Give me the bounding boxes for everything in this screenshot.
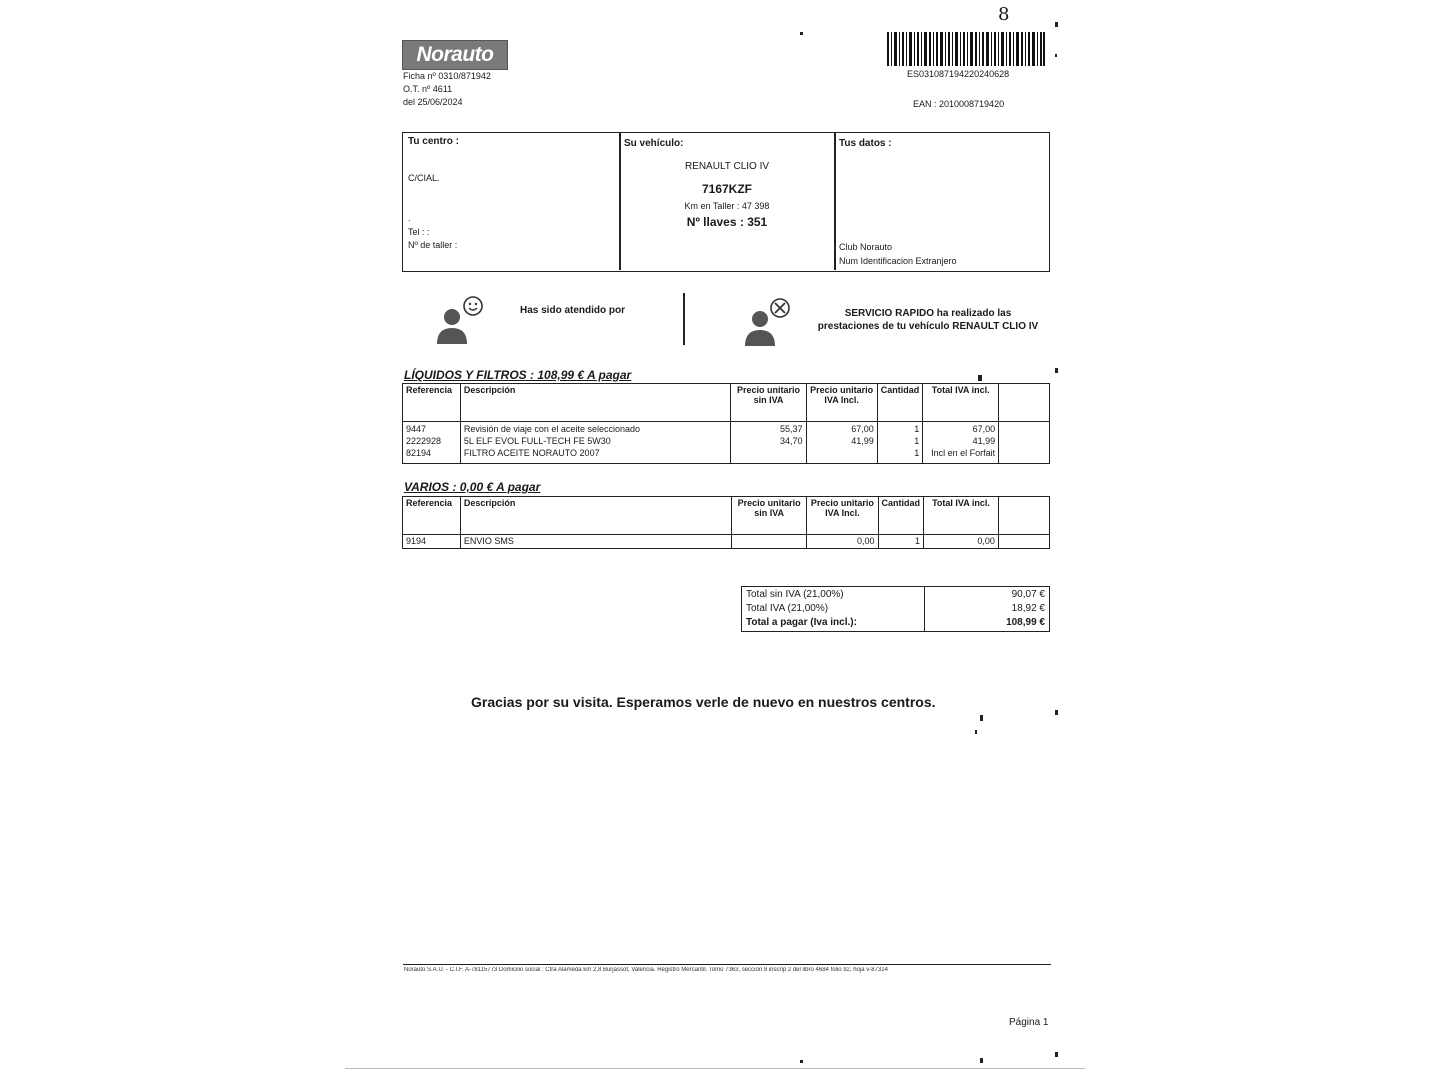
row-total: 41,99 xyxy=(972,436,996,446)
col-qty: Cantidad xyxy=(877,384,923,422)
total-pagar-label: Total a pagar (Iva incl.): xyxy=(746,617,857,628)
row-desc: Revisión de viaje con el aceite seleccionado xyxy=(463,424,640,434)
row-qty: 1 xyxy=(914,424,920,434)
table-row xyxy=(403,422,1050,464)
mechanic-tools-icon xyxy=(742,296,794,348)
total-iva-label: Total IVA (21,00%) xyxy=(746,603,829,614)
liquidos-table xyxy=(402,383,1050,464)
totals-table xyxy=(741,586,1050,632)
row-unit-iva: 67,00 xyxy=(851,424,874,434)
attended-by-text: Has sido atendido por xyxy=(520,305,626,316)
centro-tel: Tel : : xyxy=(408,227,430,237)
table-row xyxy=(403,535,1050,549)
row-desc: ENVIO SMS xyxy=(460,535,731,549)
row-total: 0,00 xyxy=(924,535,999,549)
ficha-date: del 25/06/2024 xyxy=(403,97,463,107)
row-qty: 1 xyxy=(878,535,924,549)
handwritten-mark: 8 xyxy=(998,4,1010,25)
row-unit-sin xyxy=(732,535,807,549)
col-qty: Cantidad xyxy=(878,497,924,535)
centro-label: Tu centro : xyxy=(408,136,459,147)
col-unit-sin-iva: Precio unitario sin IVA xyxy=(732,497,807,535)
thanks-message: Gracias por su visita. Esperamos verle de nuevo en nuestros centros. xyxy=(471,694,936,710)
col-ref: Referencia xyxy=(403,497,461,535)
col-empty xyxy=(999,384,1050,422)
row-ref: 82194 xyxy=(406,448,432,458)
total-sin-iva-value: 90,07 € xyxy=(1011,589,1045,600)
row-desc: 5L ELF EVOL FULL-TECH FE 5W30 xyxy=(463,436,611,446)
row-unit-sin: 34,70 xyxy=(780,436,803,446)
norauto-logo: Norauto xyxy=(402,40,508,70)
row-total: Incl en el Forfait xyxy=(931,448,996,458)
varios-section-title: VARIOS : 0,00 € A pagar xyxy=(404,480,541,494)
row-ref: 9194 xyxy=(403,535,461,549)
centro-line2: . xyxy=(408,213,411,223)
row-qty: 1 xyxy=(914,436,920,446)
vehicle-model: RENAULT CLIO IV xyxy=(684,161,770,172)
col-unit-iva: Precio unitario IVA Incl. xyxy=(807,497,878,535)
ficha-number: Ficha nº 0310/871942 xyxy=(403,71,491,81)
row-unit-sin: 55,37 xyxy=(780,424,803,434)
barcode-number: ES031087194220240628 xyxy=(907,69,1010,79)
vehicle-plate: 7167KZF xyxy=(701,182,753,196)
club-norauto: Club Norauto xyxy=(839,242,893,252)
centro-address: C/CIAL. xyxy=(408,173,440,183)
row-unit-iva: 41,99 xyxy=(851,436,874,446)
ot-number: O.T. nº 4611 xyxy=(403,84,453,94)
footer-legal: Norauto S.A.U. - C.I.F. A-78115773 Domicilio social : Ctra Alameda km 2,8 Burjassot, Valencia. Registro Mercantil. Tomo 7363, sección 8 inscrip 2 del libro 4684 folio 92, hoja v-87314 xyxy=(404,967,888,973)
col-total: Total IVA incl. xyxy=(924,497,999,535)
col-unit-iva: Precio unitario IVA Incl. xyxy=(806,384,877,422)
datos-label: Tus datos : xyxy=(839,138,892,149)
col-unit-sin-iva: Precio unitario sin IVA xyxy=(731,384,806,422)
vehicle-keys: Nº llaves : 351 xyxy=(686,215,768,229)
row-unit-iva: 0,00 xyxy=(807,535,878,549)
row-ref: 2222928 xyxy=(406,436,442,446)
page-number: Página 1 xyxy=(1009,1017,1049,1028)
vehiculo-label: Su vehículo: xyxy=(624,138,684,149)
col-empty xyxy=(998,497,1049,535)
col-total: Total IVA incl. xyxy=(923,384,999,422)
col-desc: Descripción xyxy=(460,384,731,422)
total-iva-value: 18,92 € xyxy=(1011,603,1045,614)
smiling-person-icon xyxy=(433,294,485,346)
ean-code: EAN : 2010008719420 xyxy=(913,99,1005,109)
centro-taller: Nº de taller : xyxy=(408,240,458,250)
total-sin-iva-label: Total sin IVA (21,00%) xyxy=(746,589,844,600)
col-ref: Referencia xyxy=(403,384,461,422)
liquidos-section-title: LÍQUIDOS Y FILTROS : 108,99 € A pagar xyxy=(404,368,632,382)
num-identificacion: Num Identificacion Extranjero xyxy=(839,256,957,266)
total-pagar-value: 108,99 € xyxy=(1006,617,1045,628)
row-desc: FILTRO ACEITE NORAUTO 2007 xyxy=(463,448,600,458)
row-ref: 9447 xyxy=(406,424,427,434)
col-desc: Descripción xyxy=(460,497,731,535)
barcode-icon xyxy=(887,32,1045,66)
varios-table xyxy=(402,496,1050,549)
vehicle-km: Km en Taller : 47 398 xyxy=(684,201,770,211)
row-qty: 1 xyxy=(914,448,920,458)
rapid-service-text: SERVICIO RAPIDO ha realizado las prestaciones de tu vehículo RENAULT CLIO IV xyxy=(817,308,1039,332)
row-total: 67,00 xyxy=(972,424,996,434)
